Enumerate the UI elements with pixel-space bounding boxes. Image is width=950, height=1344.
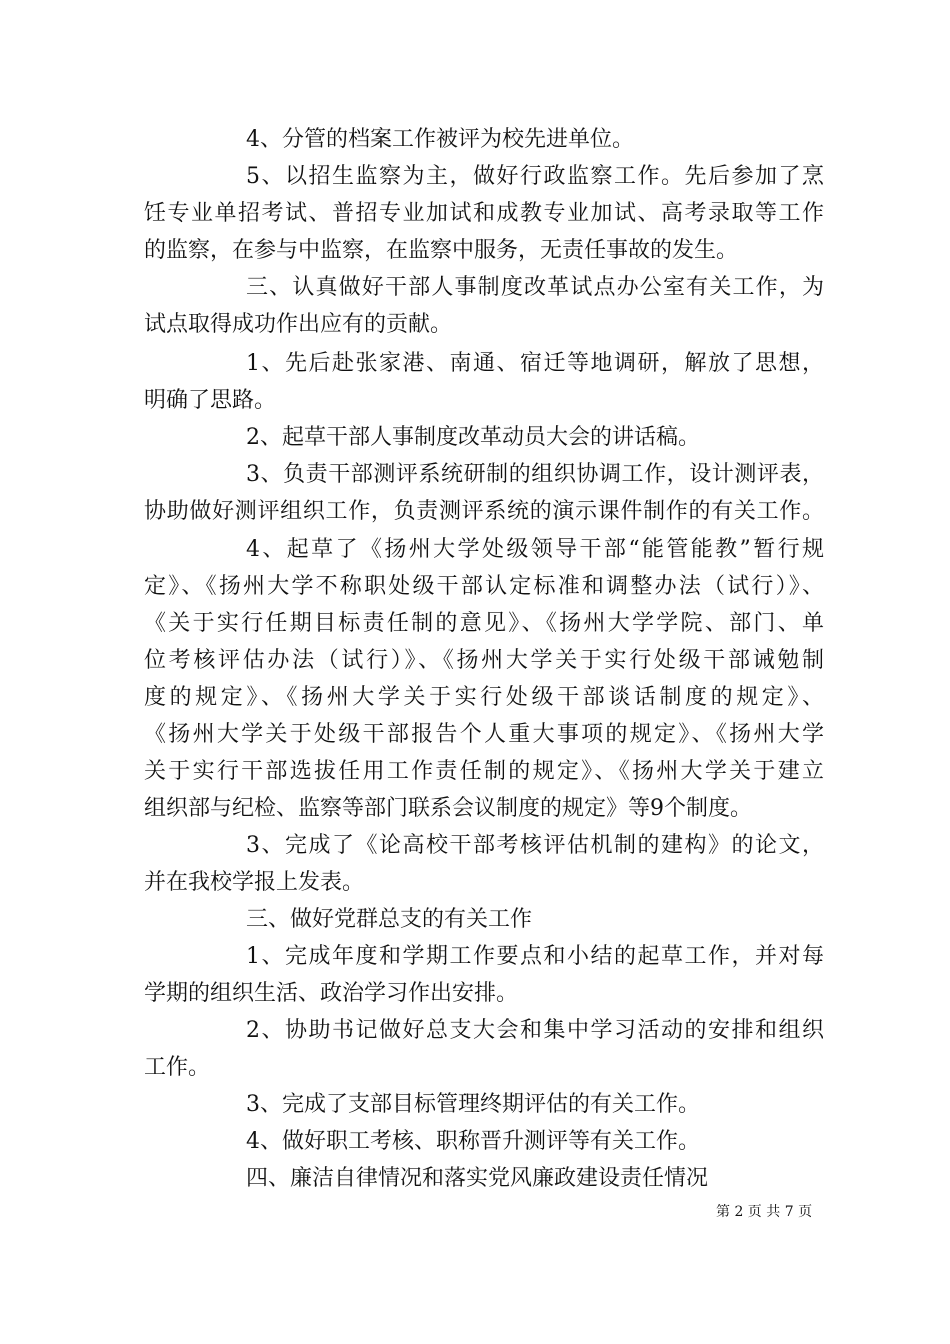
paragraph-line: 4、分管的档案工作被评为校先进单位。 bbox=[246, 127, 634, 152]
paragraph-line: 并在我校学报上发表。 bbox=[144, 870, 365, 895]
paragraph-line: 度的规定》、《扬州大学关于实行处级干部谈话制度的规定》、 bbox=[144, 685, 824, 710]
paragraph-line: 4、起草了《扬州大学处级领导干部“能管能教”暂行规 bbox=[246, 537, 824, 562]
paragraph-line: 3、完成了《论高校干部考核评估机制的建构》的论文， bbox=[246, 833, 824, 858]
paragraph-line: 《扬州大学关于处级干部报告个人重大事项的规定》、《扬州大学 bbox=[144, 722, 824, 747]
paragraph-line: 5、以招生监察为主，做好行政监察工作。先后参加了烹 bbox=[246, 164, 824, 189]
paragraph-line: 工作。 bbox=[144, 1055, 211, 1080]
paragraph-line: 1、先后赴张家港、南通、宿迁等地调研，解放了思想， bbox=[246, 351, 824, 376]
paragraph-line: 明确了思路。 bbox=[144, 388, 277, 413]
paragraph-line: 的监察，在参与中监察，在监察中服务，无责任事故的发生。 bbox=[144, 238, 739, 263]
paragraph-line: 协助做好测评组织工作，负责测评系统的演示课件制作的有关工作。 bbox=[144, 499, 824, 524]
section-heading: 试点取得成功作出应有的贡献。 bbox=[144, 312, 453, 337]
section-heading: 四、廉洁自律情况和落实党风廉政建设责任情况 bbox=[246, 1166, 709, 1191]
section-heading: 三、认真做好干部人事制度改革试点办公室有关工作，为 bbox=[246, 275, 824, 300]
paragraph-line: 2、协助书记做好总支大会和集中学习活动的安排和组织 bbox=[246, 1018, 824, 1043]
paragraph-line: 组织部与纪检、监察等部门联系会议制度的规定》等9个制度。 bbox=[144, 796, 752, 821]
paragraph-line: 关于实行干部选拔任用工作责任制的规定》、《扬州大学关于建立 bbox=[144, 759, 824, 784]
paragraph-line: 3、完成了支部目标管理终期评估的有关工作。 bbox=[246, 1092, 700, 1117]
paragraph-line: 定》、《扬州大学不称职处级干部认定标准和调整办法（试行）》、 bbox=[144, 574, 824, 599]
section-heading: 三、做好党群总支的有关工作 bbox=[246, 907, 533, 932]
paragraph-line: 3、负责干部测评系统研制的组织协调工作，设计测评表， bbox=[246, 462, 824, 487]
paragraph-line: 1、完成年度和学期工作要点和小结的起草工作，并对每 bbox=[246, 944, 824, 969]
paragraph-line: 4、做好职工考核、职称晋升测评等有关工作。 bbox=[246, 1129, 700, 1154]
paragraph-line: 位考核评估办法（试行）》、《扬州大学关于实行处级干部诫勉制 bbox=[144, 648, 824, 673]
page-number-footer: 第 2 页 共 7 页 bbox=[716, 1204, 813, 1220]
paragraph-line: 《关于实行任期目标责任制的意见》、《扬州大学学院、部门、单 bbox=[144, 611, 824, 636]
paragraph-line: 2、起草干部人事制度改革动员大会的讲话稿。 bbox=[246, 425, 700, 450]
paragraph-line: 饪专业单招考试、普招专业加试和成教专业加试、高考录取等工作 bbox=[144, 201, 824, 226]
paragraph-line: 学期的组织生活、政治学习作出安排。 bbox=[144, 981, 519, 1006]
